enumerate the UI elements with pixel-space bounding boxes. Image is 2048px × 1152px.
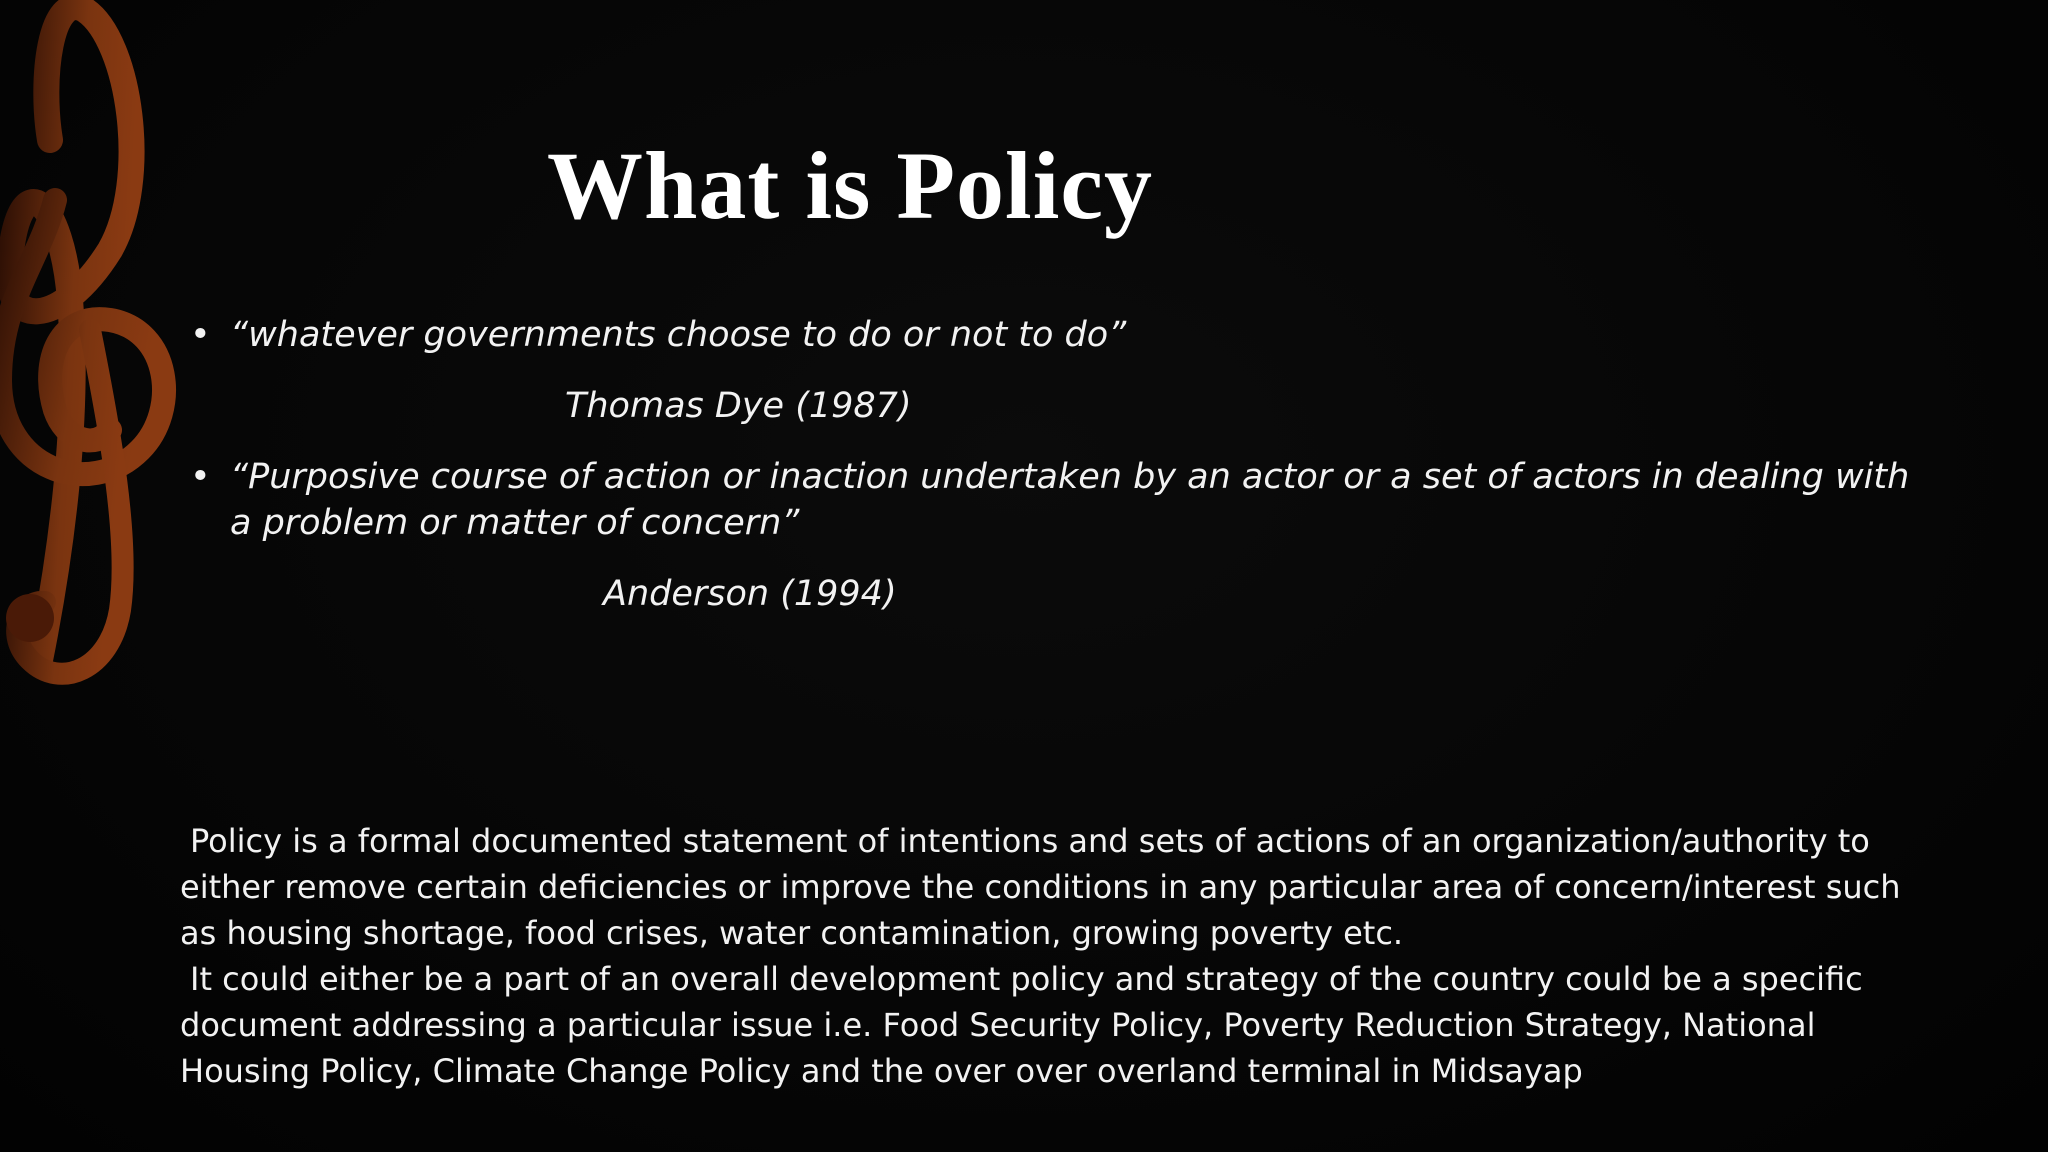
bullet-icon: • <box>190 457 211 497</box>
quote-text: “Purposive course of action or inaction undertaken by an actor or a set of actors in dealing with a problem or matter of concern” <box>230 457 1910 543</box>
quote-attribution-row <box>190 571 1910 617</box>
body-paragraph: Policy is a formal documented statement of intentions and sets of actions of an organization/authority to either remove certain deficiencies or improve the conditions in any particular area of concern/interest such as housing shortage, food crises, water contamination, growing poverty etc. <box>180 822 1901 952</box>
body-paragraph: It could either be a part of an overall development policy and strategy of the country could be a specific document addressing a particular issue i.e. Food Security Policy, Poverty Reduction Strategy, National Housing Policy, Climate Change Policy and the over over overland terminal in Midsayap <box>180 960 1863 1090</box>
bullet-icon: • <box>190 315 211 355</box>
slide-title: What is Policy <box>547 132 1153 239</box>
quote-text: “whatever governments choose to do or not to do” <box>230 315 1127 355</box>
quote-item <box>190 312 1910 358</box>
quote-attribution: Thomas Dye (1987) <box>565 386 912 426</box>
treble-clef-icon <box>0 0 200 700</box>
quote-item <box>190 454 1910 546</box>
definitions-list <box>190 312 1910 617</box>
quote-attribution: Anderson (1994) <box>603 574 897 614</box>
quote-attribution-row <box>190 383 1910 429</box>
policy-description <box>180 818 1940 1094</box>
